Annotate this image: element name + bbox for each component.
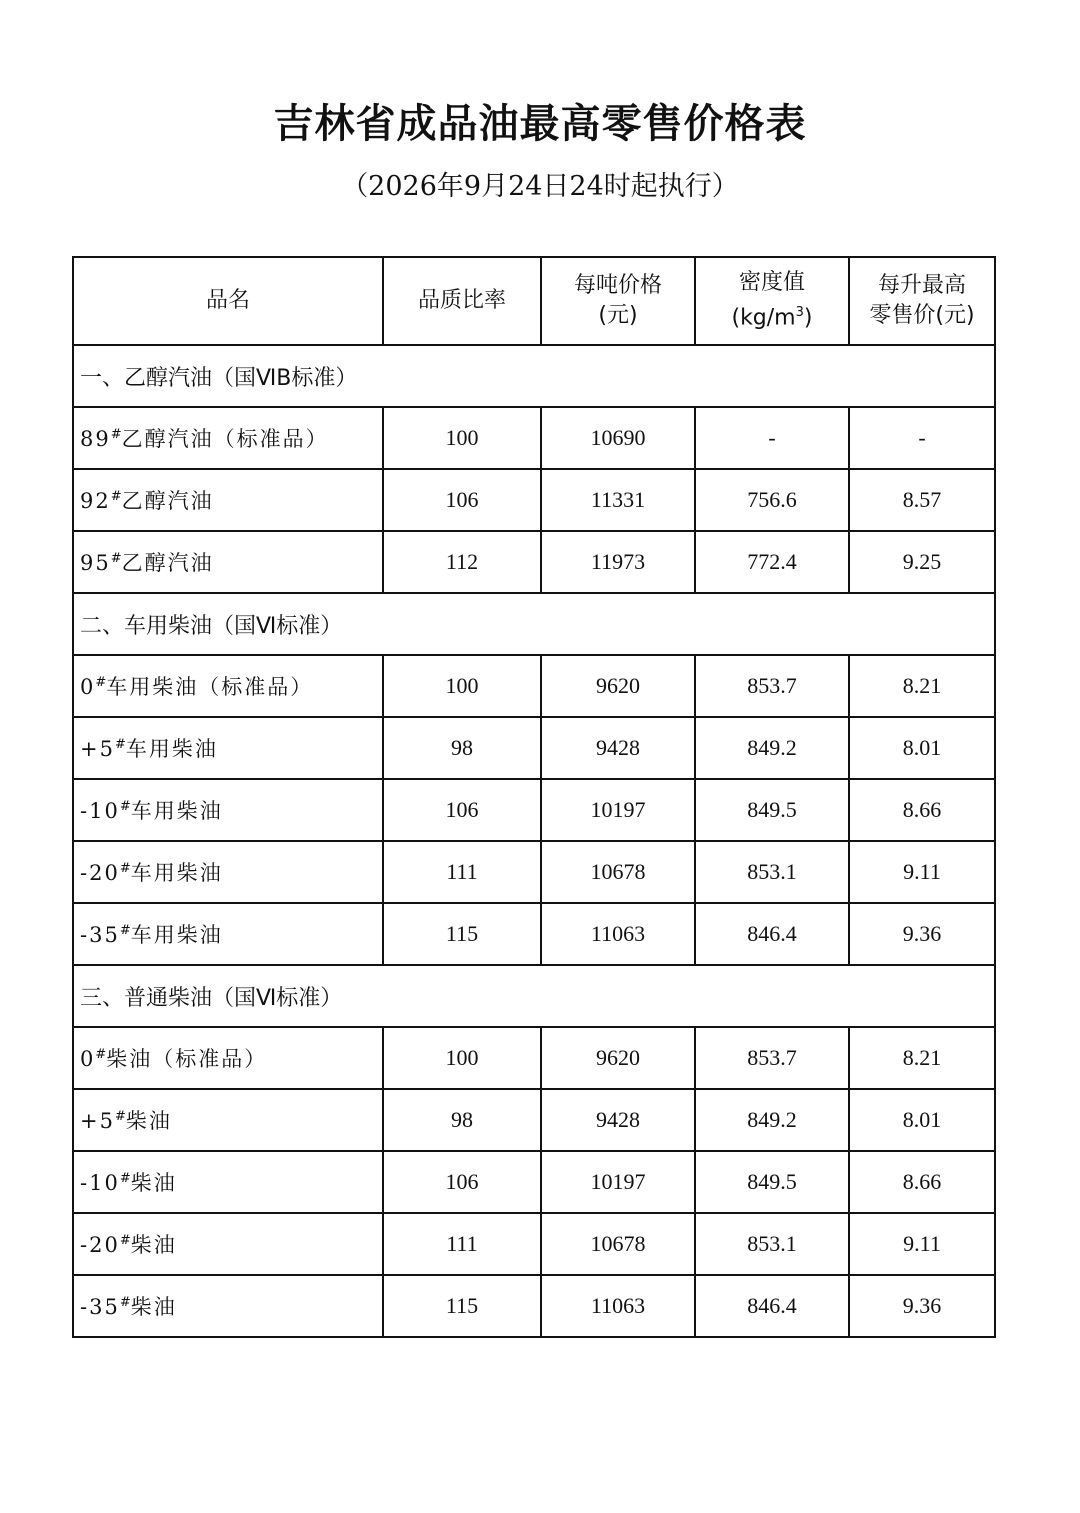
product-grade: 89 — [80, 427, 111, 451]
product-name — [73, 717, 383, 779]
product-type: 车用柴油 — [130, 861, 223, 885]
product-name — [73, 655, 383, 717]
retail-price-per-liter: 9.11 — [849, 1213, 995, 1275]
product-name — [73, 841, 383, 903]
table-header — [73, 257, 995, 345]
quality-ratio: 100 — [383, 407, 541, 469]
price-per-ton: 10678 — [541, 841, 695, 903]
table-row — [73, 469, 995, 531]
product-type: 乙醇汽油 — [121, 551, 214, 575]
grade-mark: # — [119, 861, 131, 876]
retail-price-per-liter: 9.36 — [849, 903, 995, 965]
product-type: 车用柴油 — [130, 799, 223, 823]
product-type: 柴油 — [130, 1171, 177, 1195]
product-grade: -35 — [80, 1295, 120, 1319]
product-grade: -35 — [80, 923, 120, 947]
grade-mark: # — [110, 551, 122, 566]
quality-ratio: 100 — [383, 655, 541, 717]
table-row — [73, 1213, 995, 1275]
retail-price-per-liter: 8.57 — [849, 469, 995, 531]
product-type: 柴油 — [130, 1295, 177, 1319]
page-title: 吉林省成品油最高零售价格表 — [273, 100, 807, 147]
product-type: 柴油 — [125, 1109, 172, 1133]
quality-ratio: 106 — [383, 1151, 541, 1213]
section-title: 一、乙醇汽油（国ⅥB标准） — [73, 345, 995, 407]
product-name — [73, 903, 383, 965]
retail-price-per-liter: 8.66 — [849, 779, 995, 841]
price-table — [72, 256, 996, 1338]
quality-ratio: 98 — [383, 717, 541, 779]
page-subtitle: （2026年9月24日24时起执行） — [341, 171, 739, 202]
product-type: 车用柴油（标准品） — [106, 675, 314, 699]
density-value: 853.7 — [695, 655, 849, 717]
quality-ratio: 115 — [383, 1275, 541, 1337]
retail-price-per-liter: 8.01 — [849, 1089, 995, 1151]
table-body — [73, 345, 995, 1337]
quality-ratio: 100 — [383, 1027, 541, 1089]
price-per-ton: 11973 — [541, 531, 695, 593]
product-grade: 92 — [80, 489, 111, 513]
section-title: 二、车用柴油（国Ⅵ标准） — [73, 593, 995, 655]
product-grade: 0 — [80, 1047, 96, 1071]
density-value: 846.4 — [695, 903, 849, 965]
product-type: 柴油（标准品） — [106, 1047, 268, 1071]
header-price-ton: 每吨价格 (元) — [541, 257, 695, 345]
density-value: 756.6 — [695, 469, 849, 531]
price-per-ton: 10197 — [541, 779, 695, 841]
product-type: 车用柴油 — [125, 737, 218, 761]
product-name — [73, 407, 383, 469]
product-grade: -20 — [80, 861, 120, 885]
product-name — [73, 1275, 383, 1337]
product-grade: 0 — [80, 675, 96, 699]
header-name: 品名 — [73, 257, 383, 345]
density-value: 849.2 — [695, 717, 849, 779]
product-grade: -10 — [80, 1171, 120, 1195]
price-per-ton: 11331 — [541, 469, 695, 531]
grade-mark: # — [95, 675, 107, 690]
retail-price-per-liter: 9.36 — [849, 1275, 995, 1337]
product-grade: -10 — [80, 799, 120, 823]
price-per-ton: 10690 — [541, 407, 695, 469]
retail-price-per-liter: 8.01 — [849, 717, 995, 779]
grade-mark: # — [119, 1233, 131, 1248]
retail-price-per-liter: 9.11 — [849, 841, 995, 903]
density-value: 772.4 — [695, 531, 849, 593]
section-title: 三、普通柴油（国Ⅵ标准） — [73, 965, 995, 1027]
price-per-ton: 10197 — [541, 1151, 695, 1213]
retail-price-per-liter: 9.25 — [849, 531, 995, 593]
product-name — [73, 1151, 383, 1213]
product-grade: 95 — [80, 551, 111, 575]
quality-ratio: 106 — [383, 469, 541, 531]
quality-ratio: 111 — [383, 1213, 541, 1275]
table-row — [73, 655, 995, 717]
grade-mark: # — [110, 489, 122, 504]
table-row — [73, 717, 995, 779]
quality-ratio: 115 — [383, 903, 541, 965]
price-per-ton: 11063 — [541, 903, 695, 965]
section-row — [73, 593, 995, 655]
table-row — [73, 1151, 995, 1213]
table-row — [73, 407, 995, 469]
quality-ratio: 106 — [383, 779, 541, 841]
grade-mark: # — [119, 1295, 131, 1310]
section-row — [73, 965, 995, 1027]
density-value: 849.5 — [695, 779, 849, 841]
density-value: 853.7 — [695, 1027, 849, 1089]
header-density: 密度值 $(kg/m^3)$ — [695, 257, 849, 345]
price-per-ton: 9620 — [541, 655, 695, 717]
retail-price-per-liter: 8.66 — [849, 1151, 995, 1213]
product-type: 车用柴油 — [130, 923, 223, 947]
table-row — [73, 903, 995, 965]
price-per-ton: 9620 — [541, 1027, 695, 1089]
grade-mark: # — [119, 1171, 131, 1186]
retail-price-per-liter: 8.21 — [849, 1027, 995, 1089]
table-row — [73, 1275, 995, 1337]
grade-mark: # — [114, 1109, 126, 1124]
density-value: 849.5 — [695, 1151, 849, 1213]
density-value: 853.1 — [695, 1213, 849, 1275]
grade-mark: # — [95, 1047, 107, 1062]
density-value: 846.4 — [695, 1275, 849, 1337]
product-name — [73, 779, 383, 841]
product-type: 乙醇汽油 — [121, 489, 214, 513]
quality-ratio: 111 — [383, 841, 541, 903]
grade-mark: # — [119, 923, 131, 938]
grade-mark: # — [119, 799, 131, 814]
product-grade: +5 — [80, 737, 115, 761]
quality-ratio: 112 — [383, 531, 541, 593]
product-type: 柴油 — [130, 1233, 177, 1257]
density-value: - — [695, 407, 849, 469]
price-per-ton: 10678 — [541, 1213, 695, 1275]
product-grade: +5 — [80, 1109, 115, 1133]
table-row — [73, 1089, 995, 1151]
product-type: 乙醇汽油（标准品） — [121, 427, 329, 451]
table-row — [73, 1027, 995, 1089]
product-name — [73, 1089, 383, 1151]
price-per-ton: 11063 — [541, 1275, 695, 1337]
header-ratio: 品质比率 — [383, 257, 541, 345]
header-retail-price: 每升最高 零售价(元) — [849, 257, 995, 345]
table-row — [73, 779, 995, 841]
price-per-ton: 9428 — [541, 717, 695, 779]
retail-price-per-liter: - — [849, 407, 995, 469]
product-grade: -20 — [80, 1233, 120, 1257]
retail-price-per-liter: 8.21 — [849, 655, 995, 717]
product-name — [73, 469, 383, 531]
section-row — [73, 345, 995, 407]
product-name — [73, 531, 383, 593]
product-name — [73, 1027, 383, 1089]
grade-mark: # — [110, 427, 122, 442]
quality-ratio: 98 — [383, 1089, 541, 1151]
price-per-ton: 9428 — [541, 1089, 695, 1151]
table-row — [73, 531, 995, 593]
table-row — [73, 841, 995, 903]
grade-mark: # — [114, 737, 126, 752]
density-value: 849.2 — [695, 1089, 849, 1151]
density-value: 853.1 — [695, 841, 849, 903]
product-name — [73, 1213, 383, 1275]
